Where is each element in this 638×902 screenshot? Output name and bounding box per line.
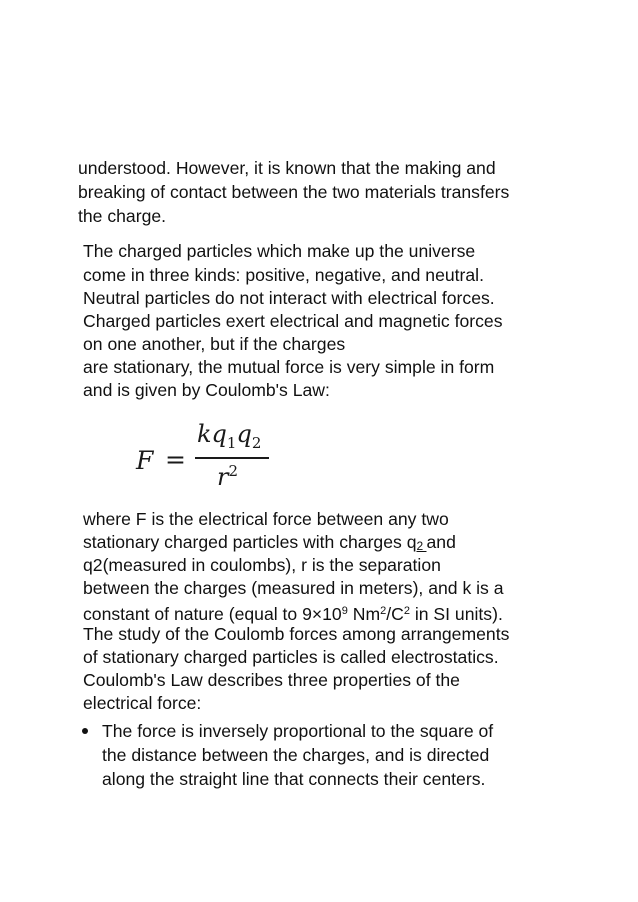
bullet-marker (82, 728, 88, 734)
text-segment: in SI units). (409, 604, 503, 624)
text-line: and is given by Coulomb's Law: (83, 380, 330, 400)
superscript: 2 (403, 605, 410, 617)
text-line: understood. However, it is known that the making and (78, 158, 496, 178)
text-line: Coulomb's Law describes three properties of the (83, 670, 460, 690)
text-line (83, 600, 503, 625)
text-segment: /C (386, 604, 404, 624)
text-line: breaking of contact between the two materials transfers (78, 182, 510, 202)
text-segment: constant of nature (equal to 9×10 (83, 604, 342, 624)
subscript-underlined: 2 (416, 539, 427, 553)
text-segment: and (426, 532, 456, 552)
text-line: Charged particles exert electrical and magnetic forces (83, 311, 503, 331)
superscript: 9 (341, 605, 348, 617)
superscript: 2 (380, 605, 387, 617)
text-line: of stationary charged particles is called electrostatics. (83, 647, 499, 667)
denominator-r: r (217, 463, 229, 491)
text-line: The charged particles which make up the universe (83, 241, 476, 261)
bullet-text-line: along the straight line that connects their centers. (102, 769, 486, 789)
text-line: The study of the Coulomb forces among arrangements (83, 624, 510, 644)
text-line: Neutral particles do not interact with electrical forces. (83, 288, 495, 308)
fraction-bar (195, 457, 269, 459)
equation-numerator (197, 420, 261, 452)
numerator-q: q (236, 420, 252, 448)
text-line: the charge. (78, 206, 167, 226)
text-segment: stationary charged particles with charges q (83, 532, 417, 552)
text-line: electrical force: (83, 693, 202, 713)
numerator-subscript-2: 2 (251, 433, 262, 452)
equation-equals: = (165, 445, 186, 474)
text-line: are stationary, the mutual force is very simple in form (83, 357, 495, 377)
text-line: between the charges (measured in meters), and k is a (83, 578, 504, 598)
bullet-text-line: the distance between the charges, and is directed (102, 745, 490, 765)
text-line: where F is the electrical force between any two (83, 509, 449, 529)
denominator-exponent: 2 (228, 462, 239, 480)
coulombs-law-equation (133, 418, 293, 498)
text-segment: Nm (347, 604, 381, 624)
equation-denominator (217, 462, 238, 491)
text-line: on one another, but if the charges (83, 334, 346, 354)
text-line: come in three kinds: positive, negative, and neutral. (83, 265, 484, 285)
bullet-text-line: The force is inversely proportional to the square of (102, 721, 494, 741)
numerator-subscript-1: 1 (226, 433, 237, 452)
numerator-kq: kq (197, 420, 227, 448)
equation-lhs: F (136, 446, 154, 475)
text-line: q2(measured in coulombs), r is the separation (83, 555, 441, 575)
